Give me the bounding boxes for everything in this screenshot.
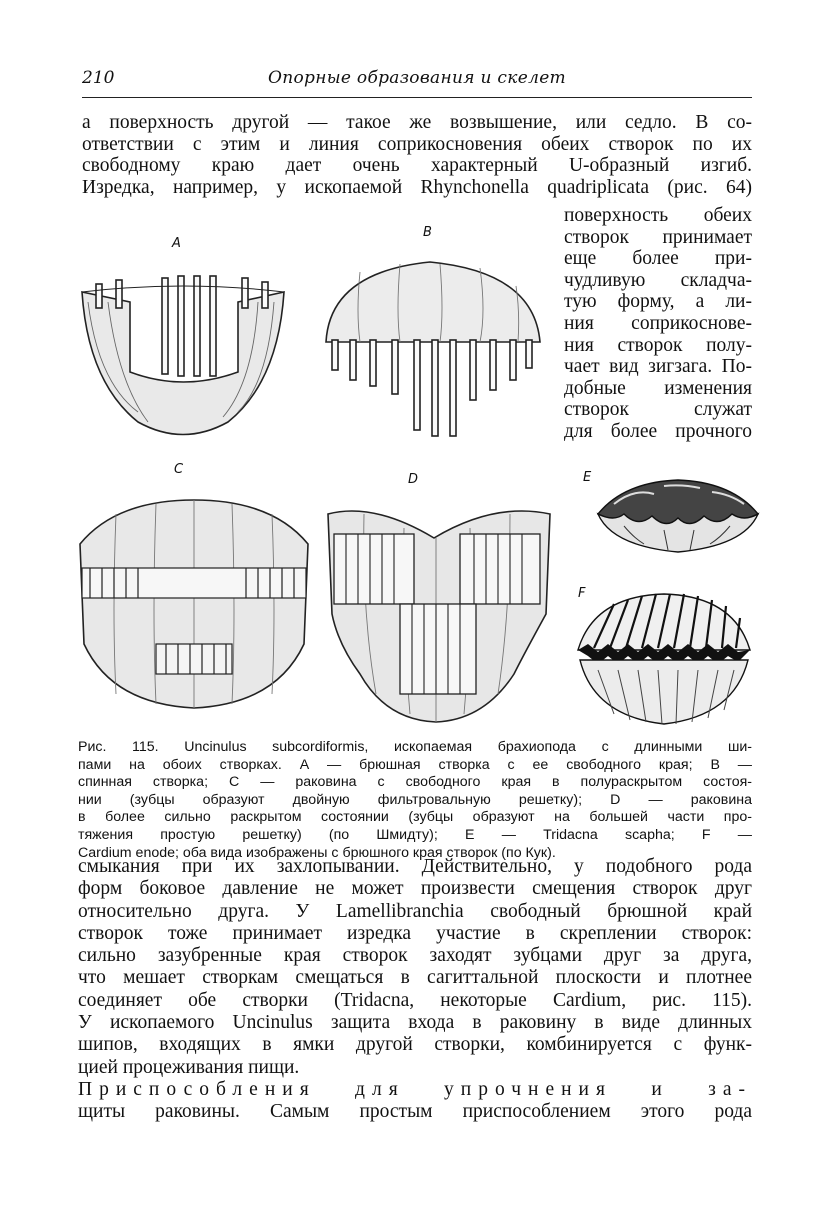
text-line: чает вид зигзага. По- bbox=[564, 356, 752, 378]
text-line: цией процеживания пищи. bbox=[78, 1056, 300, 1078]
text-line: поверхность обеих bbox=[564, 205, 752, 226]
figure-label-c: C bbox=[174, 462, 184, 477]
top-paragraph bbox=[82, 112, 752, 198]
text-line: ния створок полу- bbox=[564, 334, 752, 356]
side-paragraph bbox=[564, 205, 752, 443]
text-line: шипов, входящих в ямки другой створки, комбинируется с функ- bbox=[78, 1034, 752, 1056]
cardium-shell-illustration bbox=[574, 590, 754, 728]
text-line: У ископаемого Uncinulus защита входа в раковину в виде длинных bbox=[78, 1012, 752, 1034]
text-line: сильно зазубренные края створок заходят зубцами друг за друга, bbox=[78, 945, 752, 967]
figure-label-a: A bbox=[172, 236, 181, 251]
text-line: для более прочного bbox=[564, 420, 752, 442]
brachiopod-dorsal-valve-illustration bbox=[320, 252, 546, 448]
page-number: 210 bbox=[82, 68, 115, 88]
text-line: ответствии с этим и линия соприкосновения обеих створок по их bbox=[82, 133, 752, 155]
header-rule bbox=[82, 97, 752, 98]
text-line: форм боковое давление не может произвести смещения створок друг bbox=[78, 878, 752, 900]
brachiopod-open-shell-illustration bbox=[324, 494, 554, 726]
caption-line: Cardium enode; оба вида изображены с брюшного края створок (по Кук). bbox=[78, 844, 556, 861]
figure-label-f: F bbox=[578, 586, 586, 601]
text-line: щиты раковины. Самым простым приспособлением этого рода bbox=[78, 1101, 752, 1123]
caption-line: нии (зубцы образуют двойную фильтровальную решетку); D — раковина bbox=[78, 791, 752, 808]
figure-label-b: B bbox=[423, 225, 432, 240]
brachiopod-ventral-valve-illustration bbox=[78, 262, 288, 452]
text-line: соединяет обе створки (Tridacna, некоторые Cardium, рис. 115). bbox=[78, 989, 752, 1011]
text-line: тую форму, а ли- bbox=[564, 291, 752, 313]
text-line: створок тоже принимает изредка участие в скреплении створок: bbox=[78, 922, 752, 944]
caption-line: спинная створка; С — раковина с свободного края в полураскрытом состоя- bbox=[78, 774, 752, 791]
text-line: свободному краю дает очень характерный U-образный изгиб. bbox=[82, 155, 752, 177]
text-line: еще более при- bbox=[564, 248, 752, 270]
text-line: Изредка, например, у ископаемой Rhynchonella quadriplicata (рис. 64) bbox=[82, 176, 752, 198]
bottom-paragraph bbox=[78, 856, 752, 1124]
running-header bbox=[82, 66, 752, 94]
text-line: добные изменения bbox=[564, 377, 752, 399]
caption-line: пами на обоих створках. А — брюшная створка с ее свободного края; В — bbox=[78, 756, 752, 773]
text-line: чудливую складча- bbox=[564, 269, 752, 291]
tridacna-shell-illustration bbox=[594, 474, 762, 558]
text-line: смыкания при их захлопывании. Действительно, у подобного рода bbox=[78, 856, 752, 877]
section-heading-line: Приспособления для упрочнения и за- bbox=[78, 1078, 752, 1100]
caption-line: тяжения простую решетку) (по Шмидту); Е — Tridacna scapha; F — bbox=[78, 826, 752, 843]
brachiopod-half-open-shell-illustration bbox=[76, 494, 312, 716]
text-line: а поверхность другой — такое же возвышение, или седло. В со- bbox=[82, 112, 752, 133]
caption-line: в более сильно раскрытом состоянии (зубцы образуют на большей части про- bbox=[78, 809, 752, 826]
running-title: Опорные образования и скелет bbox=[268, 68, 566, 88]
caption-line: Рис. 115. Uncinulus subcordiformis, ископаемая брахиопода с длинными ши- bbox=[78, 739, 752, 755]
text-line: створок служат bbox=[564, 399, 752, 421]
figure-label-d: D bbox=[408, 472, 419, 487]
figure-label-e: E bbox=[583, 470, 592, 485]
text-line: относительно друга. У Lamellibranchia свободный брюшной край bbox=[78, 900, 752, 922]
text-line: что мешает створкам смещаться в сагиттальной плоскости и плотнее bbox=[78, 967, 752, 989]
text-line: створок принимает bbox=[564, 226, 752, 248]
text-line: ния соприкоснове- bbox=[564, 312, 752, 334]
figure-caption bbox=[78, 739, 752, 862]
